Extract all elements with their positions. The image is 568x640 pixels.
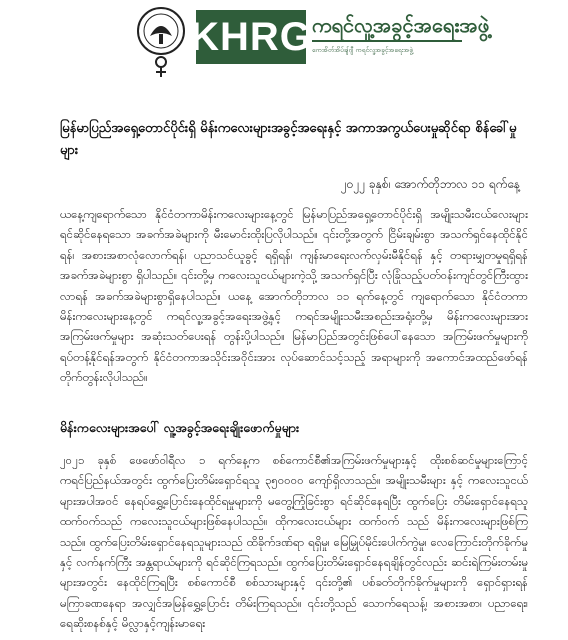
organization-tagline: ကေအိတ်အိပ်ချ်ဂျီ ကရင်လူ့အခွင့်အရေးအဖွဲ့ <box>312 46 413 54</box>
section-heading: မိန်းကလေးများအပေါ် လူ့အခွင့်အရေးချိုးဖောက်မှုများ <box>60 420 300 435</box>
letterhead <box>0 0 568 80</box>
paragraph-intro: ယနေ့ကျရောက်သော နိုင်ငံတကာမိန်းကလေးများနေ့တွင် မြန်မာပြည်အရှေ့တောင်ပိုင်းရှိ အမျိုးသမီးငယ်လေးများ ရင်ဆိုင်နေရသော အခက်အခဲများကို မီးမောင်းထိုးပြလိုပါသည်။ ၎င်းတို့အတွက် ငြိမ်းချမ်းစွာ အသက်ရှင်နေထိုင်နိုင်ရန်၊ အစားအစာလုံလောက်ရန်၊ ပညာသင်ယူခွင့် ရရှိရန်၊ ကျန်းမာရေးလက်လှမ်းမီနိုင်ရန် နှင့် တရားမျှတမှုရရှိရန် အခက်အခဲများစွာ ရှိပါသည်။ ၎င်းတို့မှ ကလေးသူငယ်များကဲ့သို့ အသက်ရှင်ပြီး လုံခြုံသည့်ပတ်ဝန်းကျင်တွင်ကြီးထွားလာရန် အခက်အခဲများစွာရှိနေပါသည်။ ယနေ့ အောက်တိုဘာလ ၁၁ ရက်နေ့တွင် ကျရောက်သော နိုင်ငံတကာ မိန်းကလေးများနေ့တွင် ကရင်လူ့အခွင့်အရေးအဖွဲ့နှင့် ကရင်အမျိုးသမီးအစည်းအရုံးတို့မှ မိန်းကလေးများအား အကြမ်းဖက်မှုများ အဆုံးသတ်ပေးရန် တွန်းပို့ပါသည်။ မြန်မာပြည်အတွင်းဖြစ်ပေါ်နေသော အကြမ်းဖက်မှုများကိုရပ်တန့်နိုင်ရန်အတွက် နိုင်ငံတကာအသိုင်းအဝိုင်းအား လုပ်ဆောင်သင့်သည့် အရာများကို အကောင်အထည်ဖော်ရန် တိုက်တွန်းလိုပါသည်။ <box>60 207 528 385</box>
document-title: မြန်မာပြည်အရှေ့တောင်ပိုင်းရှိ မိန်းကလေးများအခွင့်အရေးနှင့် အကာအကွယ်ပေးမှုဆိုင်ရာ စိန်ခေါ်မှုများ <box>60 121 517 158</box>
venus-symbol-icon <box>153 56 169 78</box>
organization-name: ကရင်လူ့အခွင့်အရေးအဖွဲ့ <box>312 13 490 37</box>
document-date: ၂၀၂၂ ခုနှစ်၊ အောက်တိုဘာလ ၁၁ ရက်နေ့ <box>340 177 520 191</box>
khrg-logo: KHRG <box>196 10 306 64</box>
logo-divider <box>312 40 462 42</box>
organization-seal-icon <box>136 6 186 58</box>
paragraph-violations: ၂၀၂၁ ခုနှစ် ဖေဖော်ဝါရီလ ၁ ရက်နေ့က စစ်ကောင်စီ၏အကြမ်းဖက်မှုများနှင့် ထိုးစစ်ဆင်မှုများကြောင့် ကရင်ပြည်နယ်အတွင်း ထွက်ပြေးတိမ်းရှောင်ရသူ ၃၅၀၀၀၀ ကျော်ရှိလာသည်။ အမျိုးသမီးများ နှင့် ကလေးသူငယ်များအပါအဝင် နေရပ်ရွှေ့ပြောင်းနေထိုင်ရမှုများကို မတွေ့ကြုံခြင်းစွာ ရင်ဆိုင်နေရပြီး ထွက်ပြေး တိမ်းရှောင်နေရသူထက်ဝက်သည် ကလေးသူငယ်များဖြစ်နေပါသည်။ ထိုကလေးငယ်များ ထက်ဝက် သည် မိန်းကလေးများဖြစ်ကြသည်။ ထွက်ပြေးတိမ်းရှောင်နေရသူများသည် ထိခိုက်ဒဏ်ရာ ရရှိမှု၊ မြေမြှုပ်မိုင်းပေါက်ကွဲမှု၊ လေကြောင်းတိုက်ခိုက်မှုနှင့် လက်နက်ကြီး အန္တရာယ်များကို ရင်ဆိုင်ကြရသည်။ ထွက်ပြေးတိမ်းရှောင်နေရချိန်တွင်လည်း ဆင်းရဲကြမ်းတမ်းမှုများအတွင်း နေထိုင်ကြရပြီး စစ်ကောင်စီ စစ်သားများနှင့် ၎င်းတို့၏ ပစ်ခတ်တိုက်ခိုက်မှုများကို ရှောင်ရှားရန် မကြာခဏနေရာ အလျှင်အမြန်ရွှေ့ပြောင်း တိမ်းကြရသည်။ ၎င်းတို့သည် သောက်ရေသန့်၊ အစားအစာ၊ ပညာရေး၊ ရေဆိုးစနစ်နှင့် မိလ္လာနှင့်ကျန်းမာရေး <box>60 453 528 631</box>
